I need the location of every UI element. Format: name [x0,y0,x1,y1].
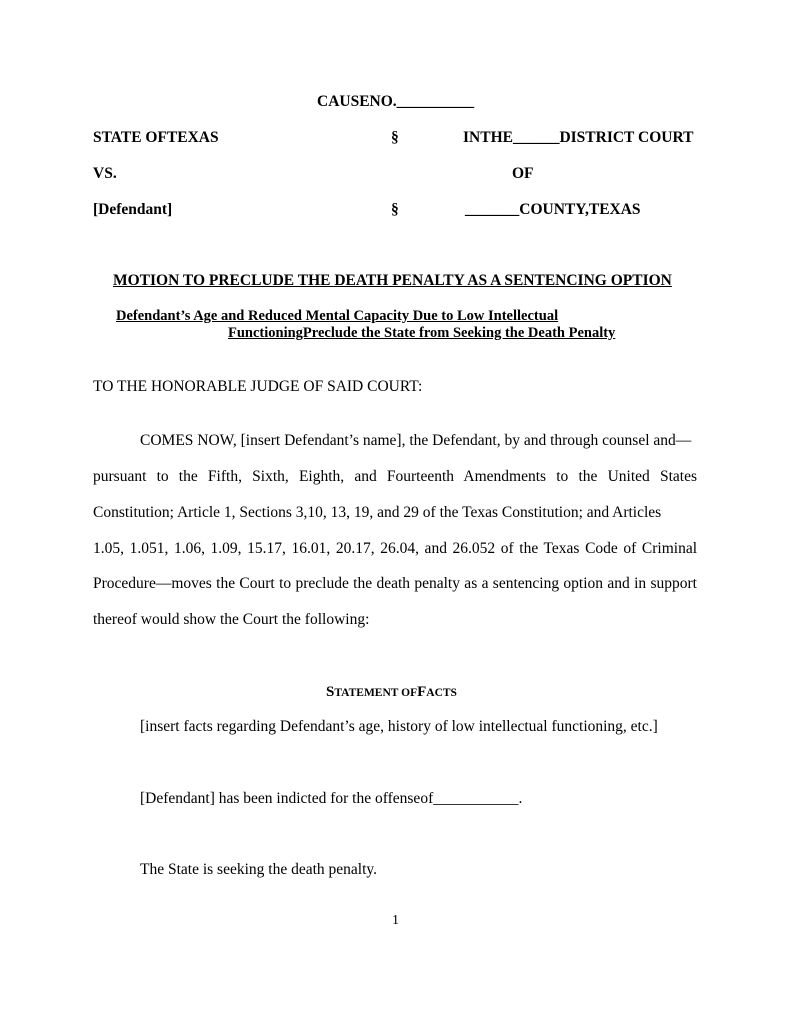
body-line: thereof would show the Court the following: [93,611,370,628]
salutation: TO THE HONORABLE JUDGE OF SAID COURT: [93,378,423,395]
section-mark: § [391,201,399,218]
facts-heading-rest: TATEMENT OF [334,687,418,699]
facts-heading [326,683,457,701]
fact-paragraph: [insert facts regarding Defendant’s age, history of low intellectual functioning, etc.] [140,718,658,735]
caption-county: _______COUNTY,TEXAS [465,201,641,218]
facts-heading-rest: ACTS [426,687,457,699]
cause-number: CAUSENO.__________ [317,93,475,110]
body-line: 1.05, 1.051, 1.06, 1.09, 15.17, 16.01, 20.17, 26.04, and 26.052 of the Texas Code of Criminal [93,540,697,557]
section-mark: § [391,129,399,146]
body-line: COMES NOW, [insert Defendant’s name], the Defendant, by and through counsel and— [140,432,692,449]
fact-paragraph: [Defendant] has been indicted for the offenseof___________. [140,790,523,807]
caption-of: OF [512,165,534,182]
body-line: Constitution; Article 1, Sections 3,10, 13, 19, and 29 of the Texas Constitution; and Articles [93,504,662,521]
facts-heading-initial: F [417,684,427,700]
caption-state: STATE OFTEXAS [93,129,219,146]
fact-paragraph: The State is seeking the death penalty. [140,861,378,878]
motion-subtitle-line1: Defendant’s Age and Reduced Mental Capacity Due to Low Intellectual [116,308,559,324]
page-number: 1 [392,913,399,928]
caption-court: INTHE______DISTRICT COURT [463,129,694,146]
body-line: pursuant to the Fifth, Sixth, Eighth, and Fourteenth Amendments to the United States [93,468,697,485]
caption-vs: VS. [93,165,117,182]
caption-defendant: [Defendant] [93,201,173,218]
motion-subtitle-line2: FunctioningPreclude the State from Seeking the Death Penalty [228,325,616,341]
body-line: Procedure—moves the Court to preclude the death penalty as a sentencing option and in support [93,575,697,592]
motion-title: MOTION TO PRECLUDE THE DEATH PENALTY AS A SENTENCING OPTION [113,272,672,289]
facts-heading-initial: S [326,684,335,700]
